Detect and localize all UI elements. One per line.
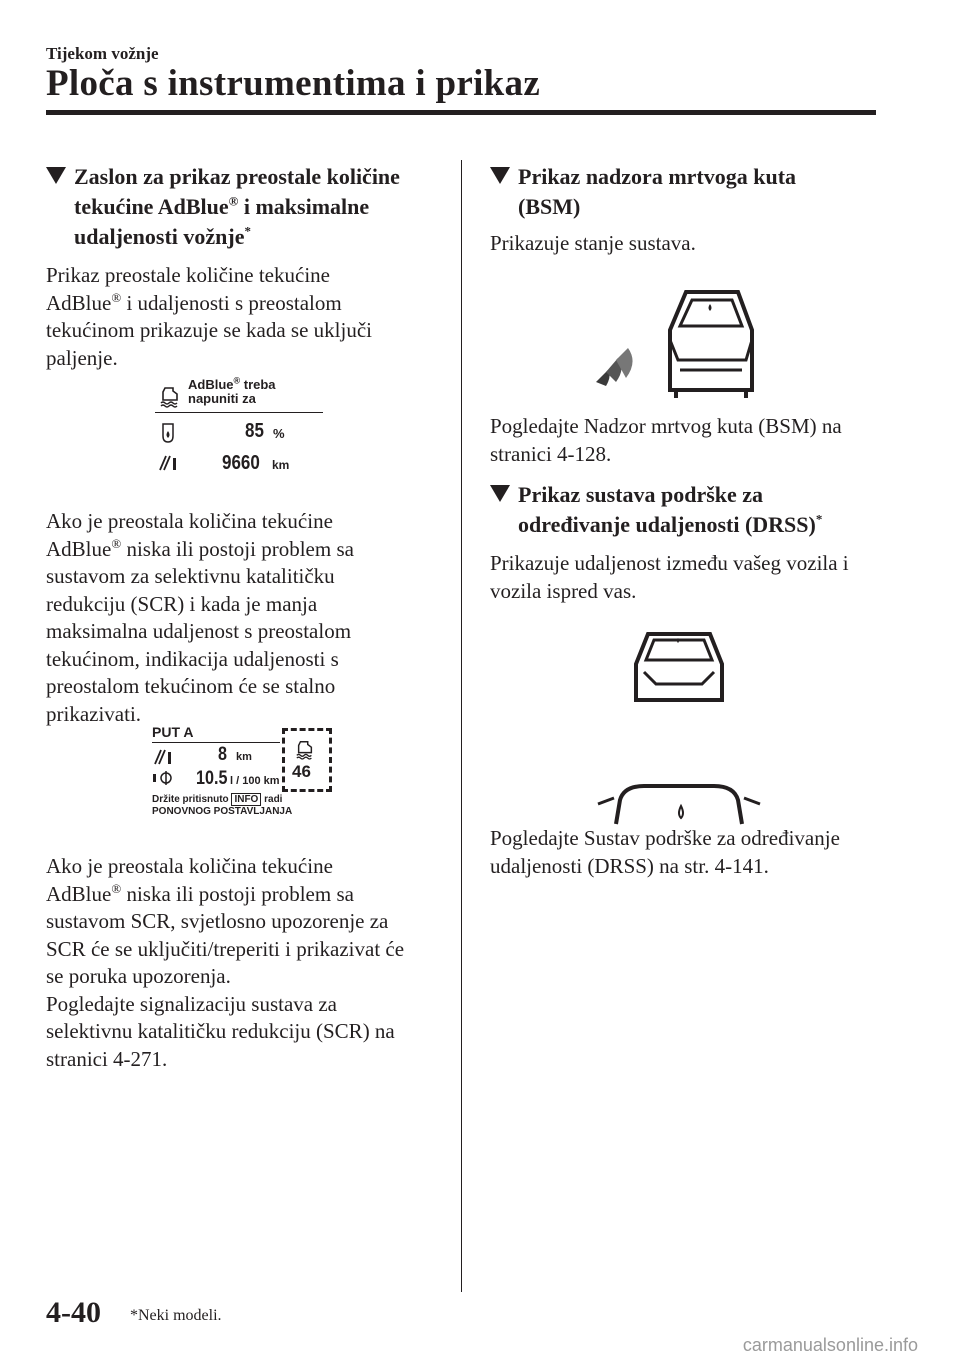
heading-drss: Prikaz sustava podrške za određivanje udaljenosti (DRSS)* [490, 480, 908, 540]
text-line: tekućinom, indikacija udaljenosti s [46, 646, 339, 671]
triangle-bullet-icon [490, 485, 510, 502]
text-line: redukciju (SCR) i kada je manja [46, 591, 318, 616]
heading-bsm: Prikaz nadzora mrtvoga kuta (BSM) [490, 162, 908, 222]
page-title: Ploča s instrumentima i prikaz [46, 63, 541, 104]
watermark: carmanualsonline.info [742, 1335, 918, 1355]
text-line: prikazivati. [46, 701, 142, 726]
footnote: *Neki modeli. [130, 1307, 222, 1324]
adblue-icon [159, 384, 181, 408]
consumption-unit: l / 100 km [230, 775, 280, 787]
trip-label: PUT A [152, 724, 194, 740]
display-rule [152, 742, 280, 743]
paragraph-drss: Prikazuje udaljenost između vašeg vozila i vozila ispred vas. [490, 551, 849, 603]
fuel-drop-icon [161, 422, 175, 444]
reset-hint: Držite pritisnuto INFO radi PONOVNOG POSTAVLJANJA [152, 794, 293, 817]
page-number: 4-40 [46, 1296, 101, 1329]
fuel-consumption-icon [152, 770, 174, 786]
range-road-icon [152, 748, 174, 766]
text-line: AdBlue® niska ili postoji problem sa [46, 535, 354, 561]
text-line: SCR će se uključiti/treperiti i prikazivat će [46, 936, 405, 961]
text-line: preostalom tekućinom će se stalno [46, 674, 336, 698]
text-line: Pogledajte signalizaciju sustava za [46, 991, 337, 1016]
section-label: Tijekom vožnje [46, 44, 159, 63]
text-line: maksimalna udaljenost s preostalom [46, 619, 352, 643]
distance-value: 9660 [222, 452, 260, 474]
heading-line: tekućine AdBlue® i maksimalne [74, 193, 370, 219]
adblue-range-value: 46 [292, 762, 311, 781]
text-line: sustavom SCR, svjetlosno upozorenje za [46, 909, 389, 933]
heading-line: Zaslon za prikaz preostale količine [74, 164, 400, 189]
text-line: AdBlue® niska ili postoji problem sa [46, 880, 354, 906]
text-line: selektivnu katalitičku redukciju (SCR) na [46, 1019, 395, 1043]
display-rule [155, 412, 323, 413]
trip-distance-unit: km [236, 751, 252, 763]
consumption-value: 10.5 [196, 768, 228, 789]
percent-unit: % [273, 426, 285, 441]
paragraph-drss-ref: Pogledajte Sustav podrške za određivanje udaljenosti (DRSS) na str. 4-141. [490, 826, 840, 878]
heading-adblue [46, 162, 474, 252]
percent-value: 85 [245, 420, 264, 442]
paragraph-bsm-ref: Pogledajte Nadzor mrtvog kuta (BSM) na stranici 4-128. [490, 414, 842, 466]
text-line: se poruka upozorenja. [46, 964, 231, 988]
paragraph-warning [46, 853, 446, 1073]
trip-display-figure [152, 724, 337, 824]
range-road-icon [157, 454, 179, 472]
text-line: Ako je preostala količina tekućine [46, 509, 333, 533]
triangle-bullet-icon [46, 167, 66, 184]
adblue-display-figure [155, 375, 330, 478]
paragraph-bsm: Prikazuje stanje sustava. [490, 231, 696, 255]
info-button-label: INFO [231, 793, 261, 806]
trip-distance-value: 8 [218, 744, 227, 765]
adblue-icon [295, 738, 315, 760]
paragraph-intro: Prikaz preostale količine tekućine AdBlue® i udaljenosti s preostalom tekućinom prikazuje se kada se uključi paljenje. [46, 263, 372, 370]
header-rule [46, 110, 876, 115]
heading-line: udaljenosti vožnje* [74, 223, 251, 249]
column-divider [461, 160, 462, 1292]
text-line: Ako je preostala količina tekućine [46, 854, 333, 878]
drss-vehicle-ahead-icon [584, 628, 774, 828]
triangle-bullet-icon [490, 167, 510, 184]
paragraph-low-level [46, 508, 446, 728]
text-line: stranici 4-271. [46, 1046, 168, 1071]
adblue-label: AdBlue® treba napuniti za [188, 375, 276, 406]
bsm-car-rear-icon [586, 286, 766, 400]
distance-unit: km [272, 458, 290, 472]
text-line: sustavom za selektivnu katalitičku [46, 564, 335, 588]
